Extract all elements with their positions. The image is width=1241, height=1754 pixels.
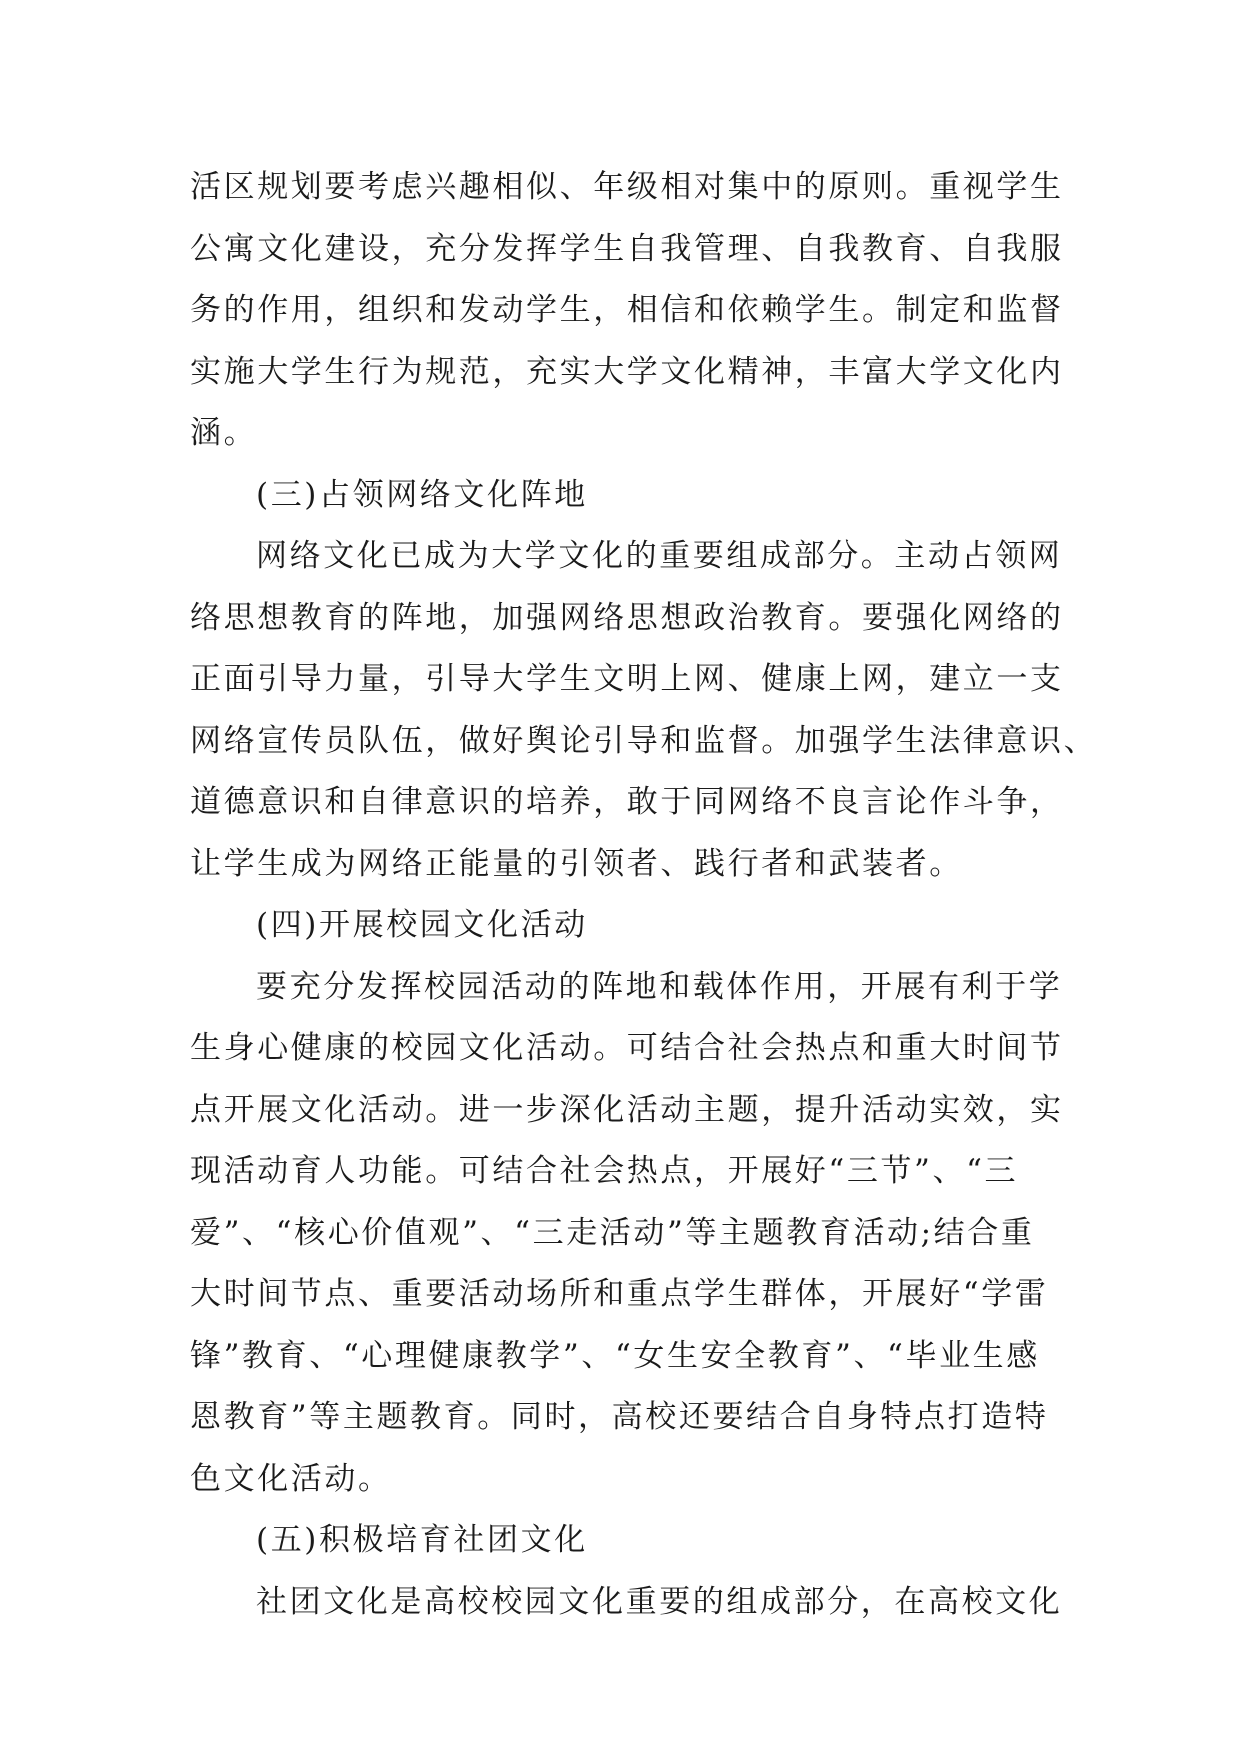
paragraph-line: 生身心健康的校园文化活动。可结合社会热点和重大时间节 bbox=[190, 1030, 1064, 1066]
paragraph-line: 要充分发挥校园活动的阵地和载体作用，开展有利于学 bbox=[256, 968, 1063, 1005]
paragraph-line: 点开展文化活动。进一步深化活动主题，提升活动实效，实 bbox=[190, 1091, 1064, 1128]
paragraph-line: 现活动育人功能。可结合社会热点，开展好“三节”、“三 bbox=[190, 1153, 1019, 1189]
paragraph-line: 实施大学生行为规范，充实大学文化精神，丰富大学文化内 bbox=[190, 353, 1064, 390]
paragraph-line: 活区规划要考虑兴趣相似、年级相对集中的原则。重视学生 bbox=[190, 169, 1064, 205]
paragraph-line: 色文化活动。 bbox=[190, 1460, 392, 1497]
section-heading-club-culture: (五)积极培育社团文化 bbox=[256, 1522, 588, 1558]
paragraph-line: 涵。 bbox=[190, 415, 258, 451]
paragraph-club-culture bbox=[190, 1572, 1065, 1634]
document-body bbox=[190, 157, 1098, 1633]
paragraph-line: 道德意识和自律意识的培养，敢于同网络不良言论作斗争， bbox=[190, 784, 1064, 820]
paragraph-line: 公寓文化建设，充分发挥学生自我管理、自我教育、自我服 bbox=[190, 230, 1064, 267]
paragraph-line: 爱”、“核心价值观”、“三走活动”等主题教育活动;结合重 bbox=[190, 1214, 1035, 1251]
paragraph-line: 让学生成为网络正能量的引领者、践行者和武装者。 bbox=[190, 845, 963, 882]
paragraph-line: 务的作用，组织和发动学生，相信和依赖学生。制定和监督 bbox=[190, 292, 1064, 328]
paragraph-line: 大时间节点、重要活动场所和重点学生群体，开展好“学雷 bbox=[190, 1276, 1049, 1312]
paragraph-student-apartment-culture bbox=[190, 157, 1065, 465]
paragraph-network-culture bbox=[190, 526, 1098, 895]
paragraph-line: 恩教育”等主题教育。同时，高校还要结合自身特点打造特 bbox=[190, 1399, 1049, 1435]
paragraph-campus-activities bbox=[190, 957, 1065, 1511]
paragraph-line: 锋”教育、“心理健康教学”、“女生安全教育”、“毕业生感 bbox=[190, 1337, 1040, 1374]
paragraph-line: 网络宣传员队伍，做好舆论引导和监督。加强学生法律意识、 bbox=[190, 722, 1098, 759]
paragraph-line: 社团文化是高校校园文化重要的组成部分，在高校文化 bbox=[256, 1583, 1063, 1620]
paragraph-line: 网络文化已成为大学文化的重要组成部分。主动占领网 bbox=[256, 538, 1063, 574]
paragraph-line: 正面引导力量，引导大学生文明上网、健康上网，建立一支 bbox=[190, 661, 1064, 697]
paragraph-line: 络思想教育的阵地，加强网络思想政治教育。要强化网络的 bbox=[190, 599, 1064, 636]
section-heading-network-culture: (三)占领网络文化阵地 bbox=[256, 476, 588, 513]
section-heading-campus-activities: (四)开展校园文化活动 bbox=[256, 907, 588, 943]
